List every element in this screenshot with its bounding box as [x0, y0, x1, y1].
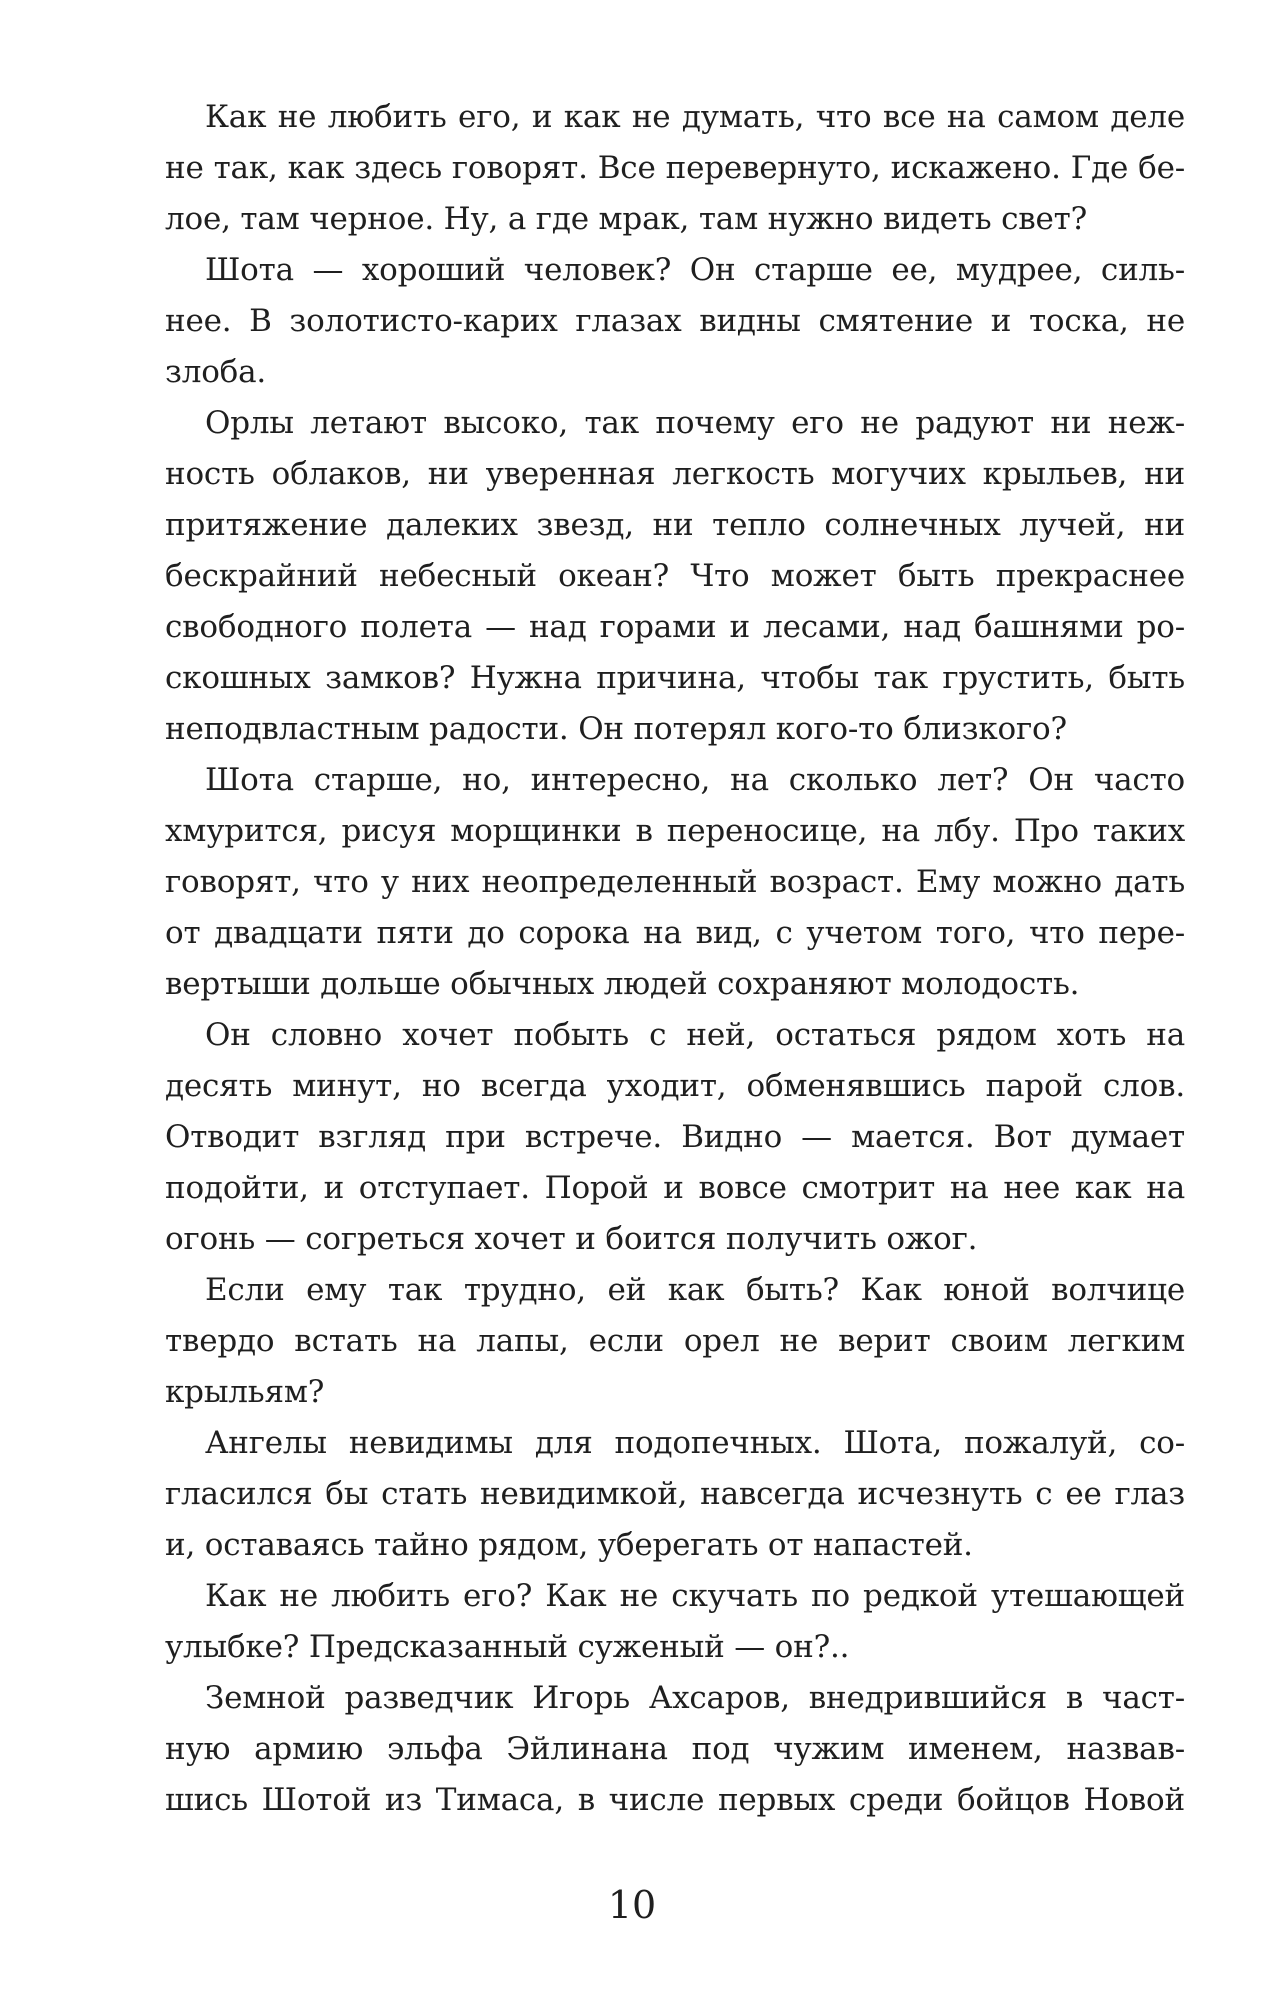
text-line: Отводит взгляд при встрече. Видно — мается. Вот думает — [165, 1119, 1185, 1155]
text-line: и, оставаясь тайно рядом, уберегать от напастей. — [165, 1527, 973, 1563]
text-line: притяжение далеких звезд, ни тепло солнечных лучей, ни — [165, 507, 1185, 543]
text-line: Он словно хочет побыть с ней, остаться рядом хоть на — [205, 1017, 1185, 1053]
text-line: улыбке? Предсказанный суженый — он?.. — [165, 1629, 850, 1665]
text-line: Орлы летают высоко, так почему его не радуют ни неж- — [205, 405, 1185, 441]
text-line: Ангелы невидимы для подопечных. Шота, пожалуй, со- — [205, 1425, 1185, 1461]
text-line: от двадцати пяти до сорока на вид, с учетом того, что пере- — [165, 915, 1185, 951]
text-line: десять минут, но всегда уходит, обменявшись парой слов. — [165, 1068, 1185, 1104]
page-number: 10 — [607, 1883, 657, 1927]
text-line: Как не любить его, и как не думать, что все на самом деле — [205, 99, 1185, 135]
text-line: твердо встать на лапы, если орел не верит своим легким — [165, 1323, 1185, 1359]
body-text — [165, 92, 1185, 1826]
text-line: вертыши дольше обычных людей сохраняют молодость. — [165, 966, 1080, 1002]
text-line: Земной разведчик Игорь Ахсаров, внедрившийся в част- — [205, 1680, 1185, 1716]
text-line: крыльям? — [165, 1374, 325, 1410]
text-line: Как не любить его? Как не скучать по редкой утешающей — [205, 1578, 1185, 1614]
text-line: шись Шотой из Тимаса, в числе первых среди бойцов Новой — [165, 1782, 1185, 1818]
text-line: неподвластным радости. Он потерял кого-то близкого? — [165, 711, 1067, 747]
text-line: свободного полета — над горами и лесами, над башнями ро- — [165, 609, 1185, 645]
text-line: огонь — согреться хочет и боится получить ожог. — [165, 1221, 978, 1257]
text-line: подойти, и отступает. Порой и вовсе смотрит на нее как на — [165, 1170, 1185, 1206]
text-line: Шота — хороший человек? Он старше ее, мудрее, силь- — [205, 252, 1185, 288]
text-line: Шота старше, но, интересно, на сколько лет? Он часто — [205, 762, 1185, 798]
text-line: бескрайний небесный океан? Что может быть прекраснее — [165, 558, 1185, 594]
text-line: злоба. — [165, 354, 267, 390]
text-line: лое, там черное. Ну, а где мрак, там нужно видеть свет? — [165, 201, 1087, 237]
text-line: хмурится, рисуя морщинки в переносице, на лбу. Про таких — [165, 813, 1185, 849]
text-line: говорят, что у них неопределенный возраст. Ему можно дать — [165, 864, 1185, 900]
text-line: скошных замков? Нужна причина, чтобы так грустить, быть — [165, 660, 1185, 696]
text-line: не так, как здесь говорят. Все перевернуто, искажено. Где бе- — [165, 150, 1185, 186]
text-line: Если ему так трудно, ей как быть? Как юной волчице — [205, 1272, 1185, 1308]
text-line: гласился бы стать невидимкой, навсегда исчезнуть с ее глаз — [165, 1476, 1185, 1512]
text-line: ную армию эльфа Эйлинана под чужим именем, назвав- — [165, 1731, 1185, 1767]
text-line: нее. В золотисто-карих глазах видны смятение и тоска, не — [165, 303, 1185, 339]
text-line: ность облаков, ни уверенная легкость могучих крыльев, ни — [165, 456, 1185, 492]
